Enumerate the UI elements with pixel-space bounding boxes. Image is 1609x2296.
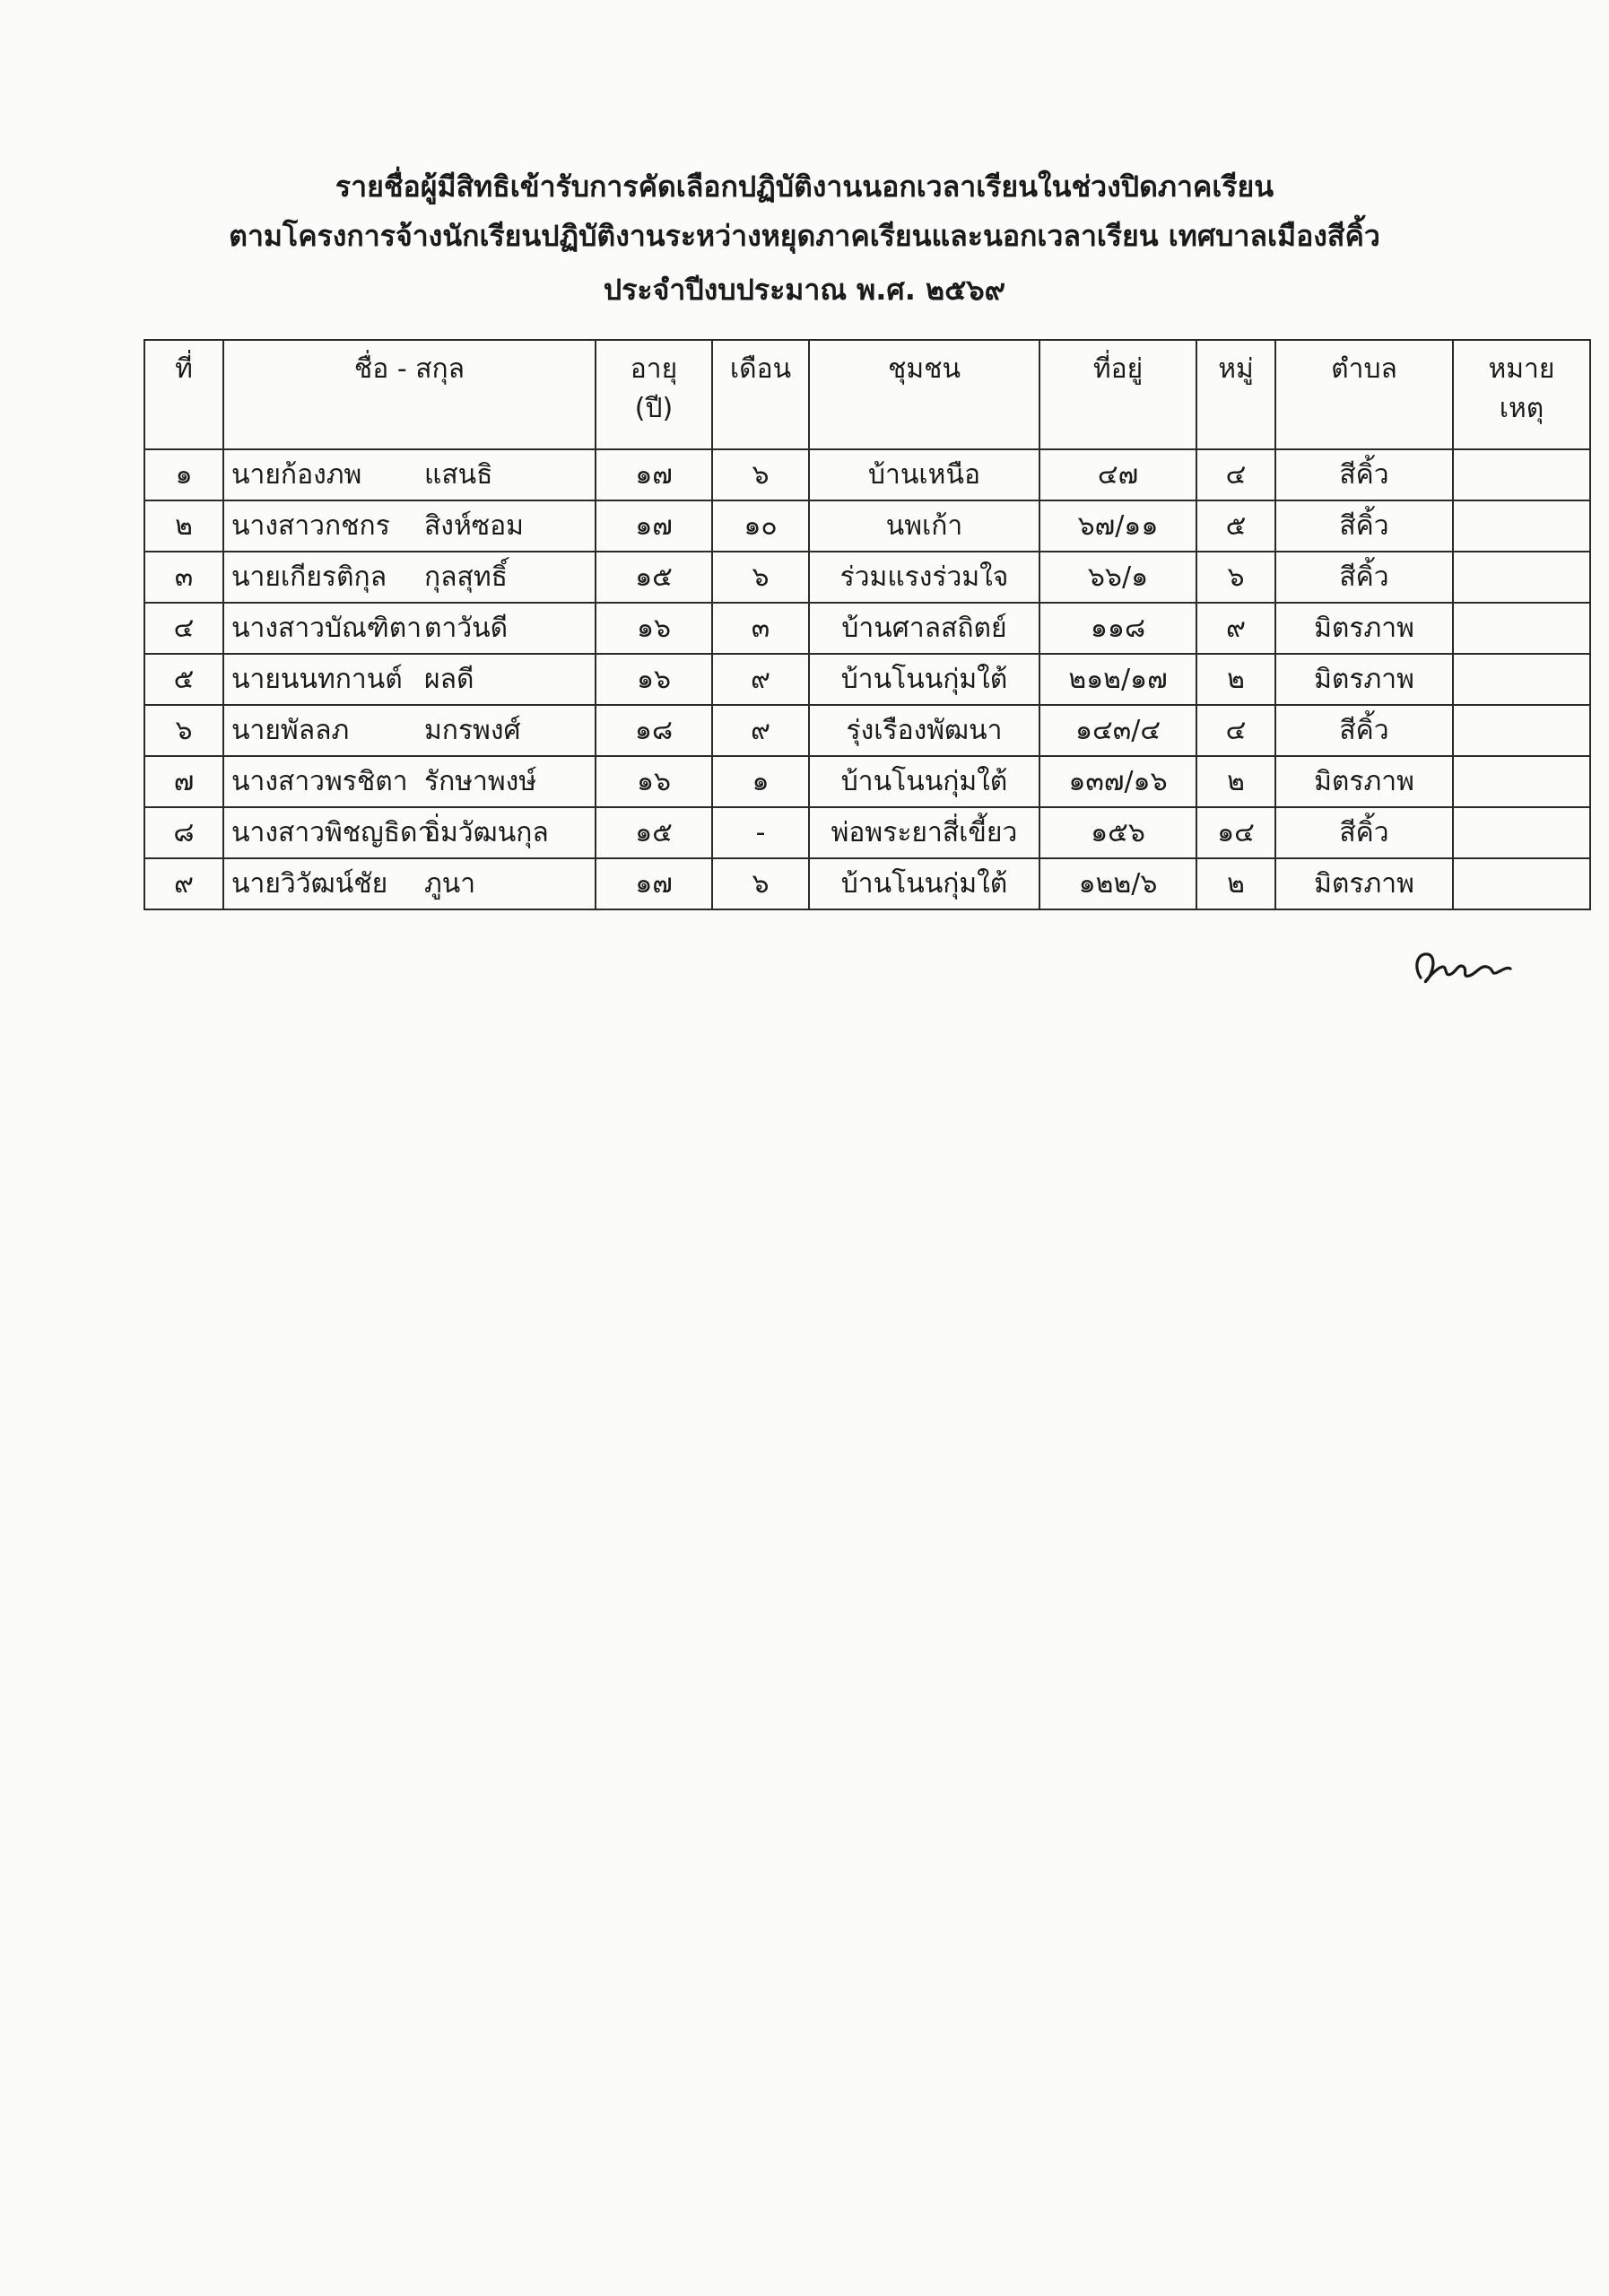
cell-first-name: นายก้องภพ xyxy=(231,459,362,491)
cell-moo: ๒ xyxy=(1196,858,1275,909)
header-moo: หมู่ xyxy=(1196,340,1275,449)
cell-remark xyxy=(1453,552,1590,603)
cell-address: ๔๗ xyxy=(1039,449,1196,500)
cell-name xyxy=(223,654,596,705)
header-no: ที่ xyxy=(144,340,223,449)
cell-subdistrict: มิตรภาพ xyxy=(1275,756,1453,807)
cell-community: บ้านโนนกุ่มใต้ xyxy=(809,654,1039,705)
title-line-1: รายชื่อผู้มีสิทธิเข้ารับการคัดเลือกปฏิบัติงานนอกเวลาเรียนในช่วงปิดภาคเรียน xyxy=(335,170,1274,204)
cell-age: ๑๕ xyxy=(596,807,712,858)
cell-no: ๘ xyxy=(144,807,223,858)
cell-month: ๖ xyxy=(712,449,809,500)
cell-address: ๒๑๒/๑๗ xyxy=(1039,654,1196,705)
table-row xyxy=(144,654,1590,705)
cell-community: นพเก้า xyxy=(809,500,1039,552)
cell-remark xyxy=(1453,654,1590,705)
cell-moo: ๒ xyxy=(1196,756,1275,807)
header-age xyxy=(596,340,712,449)
header-remark xyxy=(1453,340,1590,449)
cell-subdistrict: สีคิ้ว xyxy=(1275,449,1453,500)
cell-no: ๑ xyxy=(144,449,223,500)
cell-community: พ่อพระยาสี่เขี้ยว xyxy=(809,807,1039,858)
cell-community: บ้านเหนือ xyxy=(809,449,1039,500)
cell-name xyxy=(223,603,596,654)
cell-moo: ๖ xyxy=(1196,552,1275,603)
cell-no: ๔ xyxy=(144,603,223,654)
cell-no: ๕ xyxy=(144,654,223,705)
cell-remark xyxy=(1453,705,1590,756)
table-row xyxy=(144,449,1590,500)
header-community: ชุมชน xyxy=(809,340,1039,449)
cell-month: - xyxy=(712,807,809,858)
cell-last-name: แสนธิ xyxy=(424,459,493,491)
cell-first-name: นายพัลลภ xyxy=(231,715,350,746)
cell-community: รุ่งเรืองพัฒนา xyxy=(809,705,1039,756)
cell-moo: ๔ xyxy=(1196,449,1275,500)
cell-subdistrict: สีคิ้ว xyxy=(1275,500,1453,552)
cell-age: ๑๗ xyxy=(596,500,712,552)
cell-subdistrict: สีคิ้ว xyxy=(1275,807,1453,858)
cell-first-name: นางสาวบัณฑิตา xyxy=(231,613,422,644)
cell-address: ๑๓๗/๑๖ xyxy=(1039,756,1196,807)
cell-subdistrict: มิตรภาพ xyxy=(1275,603,1453,654)
cell-month: ๓ xyxy=(712,603,809,654)
cell-no: ๗ xyxy=(144,756,223,807)
cell-first-name: นางสาวพรชิตา xyxy=(231,766,408,797)
cell-last-name: มกรพงศ์ xyxy=(424,715,521,746)
cell-first-name: นายวิวัฒน์ชัย xyxy=(231,868,388,900)
cell-age: ๑๘ xyxy=(596,705,712,756)
cell-community: บ้านโนนกุ่มใต้ xyxy=(809,858,1039,909)
table-row xyxy=(144,756,1590,807)
cell-last-name: ตาวันดี xyxy=(424,613,509,644)
cell-name xyxy=(223,705,596,756)
cell-name xyxy=(223,500,596,552)
cell-address: ๖๖/๑ xyxy=(1039,552,1196,603)
cell-subdistrict: สีคิ้ว xyxy=(1275,705,1453,756)
header-remark-line1: หมาย xyxy=(1488,353,1555,385)
cell-age: ๑๖ xyxy=(596,756,712,807)
cell-first-name: นางสาวพิชญธิดา xyxy=(231,817,433,848)
cell-last-name: สิงห์ซอม xyxy=(424,510,524,542)
cell-month: ๖ xyxy=(712,552,809,603)
cell-subdistrict: สีคิ้ว xyxy=(1275,552,1453,603)
cell-name xyxy=(223,552,596,603)
cell-name xyxy=(223,807,596,858)
cell-remark xyxy=(1453,858,1590,909)
cell-month: ๙ xyxy=(712,654,809,705)
cell-remark xyxy=(1453,500,1590,552)
table-header-row xyxy=(144,340,1590,449)
header-month: เดือน xyxy=(712,340,809,449)
cell-remark xyxy=(1453,603,1590,654)
cell-age: ๑๖ xyxy=(596,654,712,705)
header-remark-line2: เหตุ xyxy=(1499,393,1544,424)
cell-name xyxy=(223,858,596,909)
cell-month: ๙ xyxy=(712,705,809,756)
cell-last-name: รักษาพงษ์ xyxy=(424,766,537,797)
title-line-2: ตามโครงการจ้างนักเรียนปฏิบัติงานระหว่างหยุดภาคเรียนและนอกเวลาเรียน เทศบาลเมืองสีคิ้ว xyxy=(229,219,1380,253)
cell-month: ๑๐ xyxy=(712,500,809,552)
cell-address: ๑๔๓/๔ xyxy=(1039,705,1196,756)
cell-name xyxy=(223,756,596,807)
cell-last-name: ผลดี xyxy=(424,664,474,695)
table-row xyxy=(144,807,1590,858)
cell-no: ๙ xyxy=(144,858,223,909)
table-row xyxy=(144,500,1590,552)
cell-remark xyxy=(1453,449,1590,500)
table-row xyxy=(144,603,1590,654)
header-address: ที่อยู่ xyxy=(1039,340,1196,449)
header-age-line1: อายุ xyxy=(630,353,678,385)
cell-subdistrict: มิตรภาพ xyxy=(1275,654,1453,705)
cell-last-name: อิ่มวัฒนกุล xyxy=(424,817,549,848)
cell-subdistrict: มิตรภาพ xyxy=(1275,858,1453,909)
table-row xyxy=(144,705,1590,756)
header-age-line2: (ปี) xyxy=(634,393,674,424)
header-name: ชื่อ - สกุล xyxy=(223,340,596,449)
cell-last-name: กุลสุทธิ์ xyxy=(424,561,508,593)
cell-moo: ๑๔ xyxy=(1196,807,1275,858)
cell-age: ๑๖ xyxy=(596,603,712,654)
title-line-3: ประจำปีงบประมาณ พ.ศ. ๒๕๖๙ xyxy=(603,273,1006,307)
cell-age: ๑๗ xyxy=(596,449,712,500)
cell-age: ๑๗ xyxy=(596,858,712,909)
candidate-table xyxy=(144,339,1591,910)
cell-last-name: ภูนา xyxy=(424,868,476,900)
cell-first-name: นางสาวกชกร xyxy=(231,510,390,542)
cell-community: ร่วมแรงร่วมใจ xyxy=(809,552,1039,603)
header-subdistrict: ตำบล xyxy=(1275,340,1453,449)
cell-first-name: นายนนทกานต์ xyxy=(231,664,403,695)
cell-moo: ๒ xyxy=(1196,654,1275,705)
cell-no: ๓ xyxy=(144,552,223,603)
cell-moo: ๙ xyxy=(1196,603,1275,654)
cell-address: ๑๕๖ xyxy=(1039,807,1196,858)
handwritten-signature xyxy=(1408,942,1516,996)
cell-no: ๒ xyxy=(144,500,223,552)
cell-age: ๑๕ xyxy=(596,552,712,603)
cell-month: ๑ xyxy=(712,756,809,807)
cell-no: ๖ xyxy=(144,705,223,756)
cell-name xyxy=(223,449,596,500)
cell-address: ๑๑๘ xyxy=(1039,603,1196,654)
cell-moo: ๔ xyxy=(1196,705,1275,756)
cell-month: ๖ xyxy=(712,858,809,909)
cell-community: บ้านศาลสถิตย์ xyxy=(809,603,1039,654)
cell-address: ๖๗/๑๑ xyxy=(1039,500,1196,552)
cell-remark xyxy=(1453,756,1590,807)
cell-address: ๑๒๒/๖ xyxy=(1039,858,1196,909)
cell-community: บ้านโนนกุ่มใต้ xyxy=(809,756,1039,807)
cell-first-name: นายเกียรติกุล xyxy=(231,561,387,593)
cell-remark xyxy=(1453,807,1590,858)
table-row xyxy=(144,552,1590,603)
table-row xyxy=(144,858,1590,909)
cell-moo: ๕ xyxy=(1196,500,1275,552)
